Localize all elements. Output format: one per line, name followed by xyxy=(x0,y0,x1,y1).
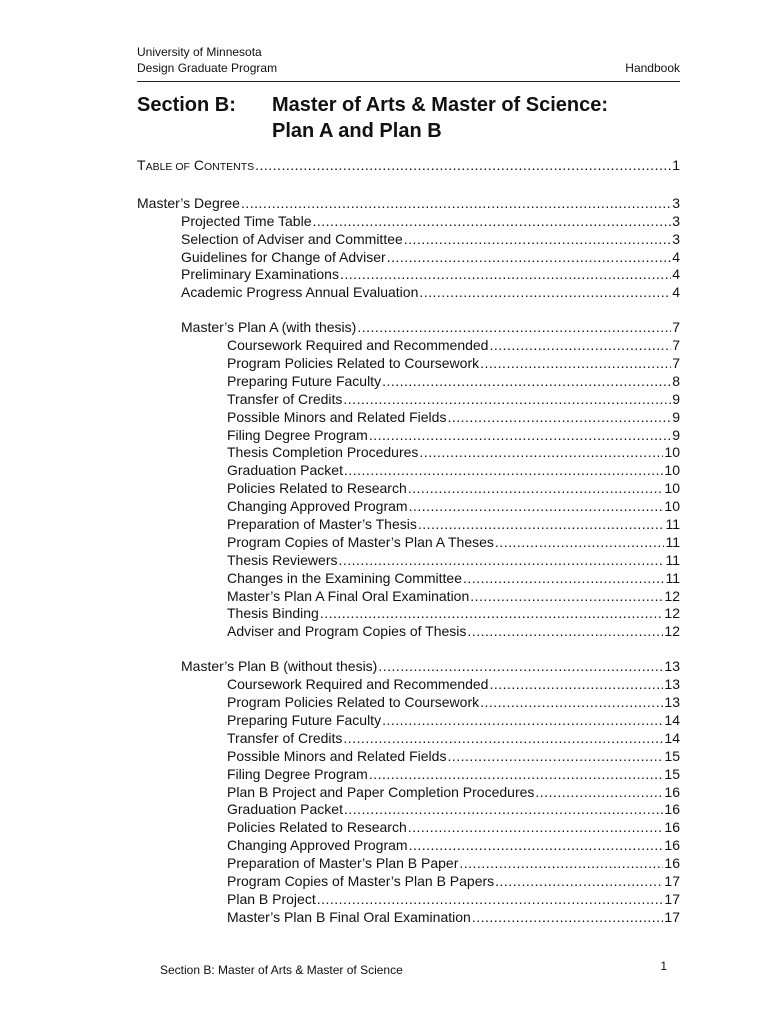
toc-entry-title: Changes in the Examining Committee xyxy=(227,569,463,586)
toc-entry-title: Program Policies Related to Coursework xyxy=(227,355,480,372)
toc-entry-title: Preparing Future Faculty xyxy=(227,711,382,728)
toc-entry-title: Master’s Plan A (with thesis) xyxy=(181,319,357,336)
toc-entry[interactable] xyxy=(137,249,680,267)
toc-entry[interactable] xyxy=(137,534,680,552)
dot-leader xyxy=(255,157,671,175)
dot-leader xyxy=(320,605,664,623)
toc-entry-title: Preliminary Examinations xyxy=(181,266,339,283)
handbook-label: Handbook xyxy=(625,61,680,75)
toc-entry[interactable] xyxy=(137,676,680,694)
toc-entry[interactable] xyxy=(137,819,680,837)
dot-leader xyxy=(343,730,663,748)
dot-leader xyxy=(404,231,671,249)
dot-leader xyxy=(472,909,664,927)
toc-page-number: 1 xyxy=(672,157,680,173)
toc-entry-title: Master’s Degree xyxy=(137,194,240,211)
toc-page-number: 3 xyxy=(672,212,680,229)
dot-leader xyxy=(382,712,663,730)
toc-entry-title: Projected Time Table xyxy=(181,212,312,229)
toc-entry[interactable] xyxy=(137,444,680,462)
toc-page-number: 11 xyxy=(665,569,680,586)
toc-page-number: 12 xyxy=(664,605,680,622)
toc-entry[interactable] xyxy=(137,231,680,249)
toc-entry-title: Master’s Plan B (without thesis) xyxy=(181,658,378,675)
toc-entry-plan-a[interactable] xyxy=(137,319,680,337)
dot-leader xyxy=(419,444,663,462)
toc-entry[interactable] xyxy=(137,355,680,373)
toc-entry-title: Coursework Required and Recommended xyxy=(227,676,489,693)
toc-page-number: 15 xyxy=(664,747,680,764)
toc-page-number: 13 xyxy=(664,676,680,693)
toc-entry[interactable] xyxy=(137,570,680,588)
dot-leader xyxy=(418,516,665,534)
toc-entry[interactable] xyxy=(137,409,680,427)
toc-entry[interactable] xyxy=(137,873,680,891)
toc-entry[interactable] xyxy=(137,837,680,855)
toc-entry[interactable] xyxy=(137,801,680,819)
toc-entry-title: Program Copies of Master’s Plan A Theses xyxy=(227,533,494,550)
dot-leader xyxy=(535,784,663,802)
toc-page-number: 16 xyxy=(664,837,680,854)
toc-entry-title: Academic Progress Annual Evaluation xyxy=(181,284,419,301)
toc-page-number: 10 xyxy=(664,480,680,497)
dot-leader xyxy=(408,819,664,837)
toc-page-number: 14 xyxy=(664,711,680,728)
dot-leader xyxy=(463,570,664,588)
dot-leader xyxy=(343,391,671,409)
toc-page-number: 17 xyxy=(664,908,680,925)
toc-page-number: 12 xyxy=(664,623,680,640)
toc-entry-title: Thesis Binding xyxy=(227,605,319,622)
toc-entry-title: Adviser and Program Copies of Thesis xyxy=(227,623,467,640)
table-of-contents xyxy=(137,157,680,927)
toc-entry-title: Preparation of Master’s Plan B Paper xyxy=(227,855,459,872)
toc-page-number: 4 xyxy=(672,248,680,265)
toc-entry-title: Thesis Completion Procedures xyxy=(227,444,419,461)
dot-leader xyxy=(495,534,665,552)
dot-leader xyxy=(340,266,671,284)
toc-entry-title: Preparation of Master’s Thesis xyxy=(227,516,417,533)
toc-entry[interactable] xyxy=(137,909,680,927)
toc-page-number: 7 xyxy=(672,337,680,354)
toc-entry-title: Transfer of Credits xyxy=(227,729,343,746)
dot-leader xyxy=(344,801,663,819)
section-title-line-2: Plan A and Plan B xyxy=(272,120,442,142)
toc-entry-title: Master’s Plan B Final Oral Examination xyxy=(227,908,471,925)
toc-entry-title: Changing Approved Program xyxy=(227,498,408,515)
toc-page-number: 13 xyxy=(664,694,680,711)
dot-leader xyxy=(241,195,671,213)
running-header xyxy=(137,44,277,76)
toc-page-number: 9 xyxy=(672,390,680,407)
toc-page-number: 10 xyxy=(664,444,680,461)
dot-leader xyxy=(409,837,664,855)
toc-page-number: 11 xyxy=(665,533,680,550)
toc-entry[interactable] xyxy=(137,588,680,606)
dot-leader xyxy=(312,213,671,231)
toc-entry-title: Master’s Plan A Final Oral Examination xyxy=(227,587,470,604)
toc-entry-title: Possible Minors and Related Fields xyxy=(227,408,447,425)
toc-entry[interactable] xyxy=(137,694,680,712)
toc-page-number: 4 xyxy=(672,266,680,283)
toc-entry-title: Graduation Packet xyxy=(227,462,343,479)
toc-entry[interactable] xyxy=(137,480,680,498)
section-title xyxy=(272,92,608,144)
toc-entry[interactable] xyxy=(137,427,680,445)
toc-entry[interactable] xyxy=(137,373,680,391)
toc-page-number: 16 xyxy=(664,855,680,872)
dot-leader xyxy=(369,427,671,445)
dot-leader xyxy=(387,249,672,267)
dot-leader xyxy=(357,319,671,337)
dot-leader xyxy=(495,873,663,891)
dot-leader xyxy=(480,694,663,712)
toc-entry[interactable] xyxy=(137,855,680,873)
toc-page-number: 11 xyxy=(665,516,680,533)
toc-entry[interactable] xyxy=(137,498,680,516)
toc-entry[interactable] xyxy=(137,748,680,766)
dot-leader xyxy=(480,355,671,373)
toc-page-number: 15 xyxy=(664,765,680,782)
toc-entry-title: Policies Related to Research xyxy=(227,480,407,497)
toc-page-number: 11 xyxy=(665,551,680,568)
toc-entry-title: Transfer of Credits xyxy=(227,390,343,407)
dot-leader xyxy=(378,658,663,676)
dot-leader xyxy=(382,373,671,391)
toc-page-number: 3 xyxy=(672,230,680,247)
toc-entry[interactable] xyxy=(137,730,680,748)
toc-entry-title: Graduation Packet xyxy=(227,801,343,818)
dot-leader xyxy=(470,588,663,606)
toc-entry[interactable] xyxy=(137,516,680,534)
toc-entry[interactable] xyxy=(137,766,680,784)
toc-entry-title: Filing Degree Program xyxy=(227,765,368,782)
dot-leader xyxy=(447,409,671,427)
toc-page-number: 4 xyxy=(672,284,680,301)
toc-page-number: 9 xyxy=(672,426,680,443)
toc-entry[interactable] xyxy=(137,891,680,909)
toc-entry[interactable] xyxy=(137,213,680,231)
toc-entry[interactable] xyxy=(137,623,680,641)
toc-entry-masters-degree[interactable] xyxy=(137,195,680,213)
toc-entry-title: Preparing Future Faculty xyxy=(227,372,382,389)
toc-entry-title: Guidelines for Change of Adviser xyxy=(181,248,386,265)
toc-entry-plan-b[interactable] xyxy=(137,658,680,676)
dot-leader xyxy=(419,284,671,302)
toc-page-number: 10 xyxy=(664,498,680,515)
dot-leader xyxy=(409,498,664,516)
university-name: University of Minnesota xyxy=(137,45,262,59)
toc-entry[interactable] xyxy=(137,605,680,623)
toc-page-number: 7 xyxy=(672,319,680,336)
section-title-line-1: Master of Arts & Master of Science: xyxy=(272,94,609,116)
header-divider xyxy=(137,81,680,82)
toc-page-number: 17 xyxy=(664,890,680,907)
toc-entry-contents[interactable] xyxy=(137,157,680,175)
dot-leader xyxy=(489,337,671,355)
toc-entry-title: Plan B Project xyxy=(227,890,316,907)
toc-entry[interactable] xyxy=(137,784,680,802)
toc-entry-title: Program Policies Related to Coursework xyxy=(227,694,480,711)
toc-entry-title: Program Copies of Master’s Plan B Papers xyxy=(227,872,495,889)
toc-entry[interactable] xyxy=(137,552,680,570)
toc-page-number: 10 xyxy=(664,462,680,479)
section-label: Section B: xyxy=(137,94,236,116)
toc-entry-title: Filing Degree Program xyxy=(227,426,368,443)
dot-leader xyxy=(338,552,664,570)
dot-leader xyxy=(459,855,663,873)
toc-page-number: 16 xyxy=(664,801,680,818)
toc-entry-title: Changing Approved Program xyxy=(227,837,408,854)
toc-page-number: 3 xyxy=(672,194,680,211)
toc-entry-title: Selection of Adviser and Committee xyxy=(181,230,403,247)
toc-entry[interactable] xyxy=(137,712,680,730)
toc-page-number: 7 xyxy=(672,355,680,372)
dot-leader xyxy=(408,480,664,498)
toc-page-number: 8 xyxy=(672,372,680,389)
toc-page-number: 17 xyxy=(664,872,680,889)
toc-page-number: 16 xyxy=(664,819,680,836)
footer-page-number: 1 xyxy=(660,959,667,973)
toc-entry[interactable] xyxy=(137,462,680,480)
toc-entry[interactable] xyxy=(137,337,680,355)
toc-page-number: 13 xyxy=(664,658,680,675)
toc-page-number: 14 xyxy=(664,729,680,746)
toc-entry-title: Policies Related to Research xyxy=(227,819,407,836)
toc-entry[interactable] xyxy=(137,391,680,409)
footer-section-title: Section B: Master of Arts & Master of Science xyxy=(160,963,403,977)
toc-entry[interactable] xyxy=(137,284,680,302)
toc-entry-title: Coursework Required and Recommended xyxy=(227,337,489,354)
toc-entry-title: Plan B Project and Paper Completion Procedures xyxy=(227,783,535,800)
toc-entry-title: Thesis Reviewers xyxy=(227,551,338,568)
dot-leader xyxy=(369,766,664,784)
toc-page-number: 16 xyxy=(664,783,680,800)
dot-leader xyxy=(317,891,664,909)
toc-entry-title: Possible Minors and Related Fields xyxy=(227,747,447,764)
toc-page-number: 9 xyxy=(672,408,680,425)
program-name: Design Graduate Program xyxy=(137,61,278,75)
toc-entry-title: TABLE OF CONTENTS xyxy=(137,157,255,173)
toc-entry[interactable] xyxy=(137,266,680,284)
dot-leader xyxy=(467,623,663,641)
dot-leader xyxy=(447,748,663,766)
dot-leader xyxy=(344,462,663,480)
toc-page-number: 12 xyxy=(664,587,680,604)
dot-leader xyxy=(489,676,663,694)
